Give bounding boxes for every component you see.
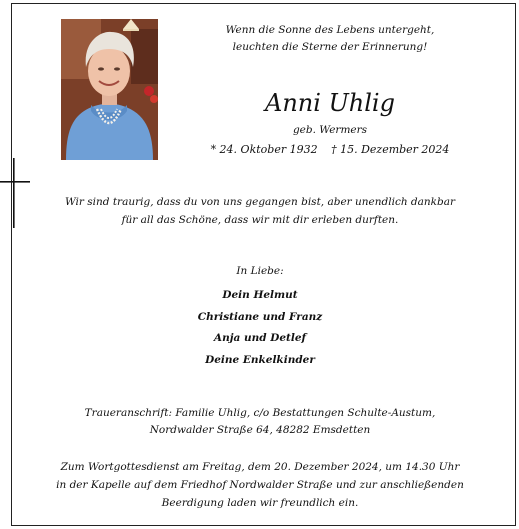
quote-line: Wenn die Sonne des Lebens untergeht, bbox=[225, 24, 435, 36]
family-member: Deine Enkelkinder bbox=[205, 353, 315, 366]
message-line: Wir sind traurig, dass du von uns gegangen bist, aber unendlich dankbar bbox=[64, 196, 456, 208]
service-info bbox=[20, 458, 500, 512]
family-member: Anja und Detlef bbox=[213, 332, 307, 344]
service-line: Beerdigung laden wir freundlich ein. bbox=[161, 497, 359, 509]
family-member: Dein Helmut bbox=[222, 289, 298, 301]
quote-line: leuchten die Sterne der Erinnerung! bbox=[232, 41, 428, 53]
mourning-address bbox=[20, 405, 500, 439]
address-line: Traueranschrift: Familie Uhlig, c/o Bestattungen Schulte-Austum, bbox=[84, 407, 436, 419]
message-line: für all das Schöne, dass wir mit dir erleben durften. bbox=[121, 214, 399, 226]
death-date: † 15. Dezember 2024 bbox=[331, 143, 450, 156]
birth-date: * 24. Oktober 1932 bbox=[210, 143, 318, 156]
portrait-photo bbox=[61, 19, 158, 160]
in-love-label: In Liebe: bbox=[236, 265, 284, 277]
family-member: Christiane und Franz bbox=[197, 310, 323, 323]
mourning-message bbox=[20, 193, 500, 229]
service-line: in der Kapelle auf dem Friedhof Nordwalder Straße und zur anschließenden bbox=[56, 479, 464, 491]
service-line: Zum Wortgottesdienst am Freitag, dem 20. Dezember 2024, um 14.30 Uhr bbox=[60, 461, 460, 473]
family-list bbox=[20, 285, 500, 371]
address-line: Nordwalder Straße 64, 48282 Emsdetten bbox=[149, 424, 371, 436]
maiden-name: geb. Wermers bbox=[292, 124, 368, 136]
life-dates bbox=[160, 142, 500, 158]
deceased-name: Anni Uhlig bbox=[265, 89, 395, 117]
quote bbox=[160, 22, 500, 56]
